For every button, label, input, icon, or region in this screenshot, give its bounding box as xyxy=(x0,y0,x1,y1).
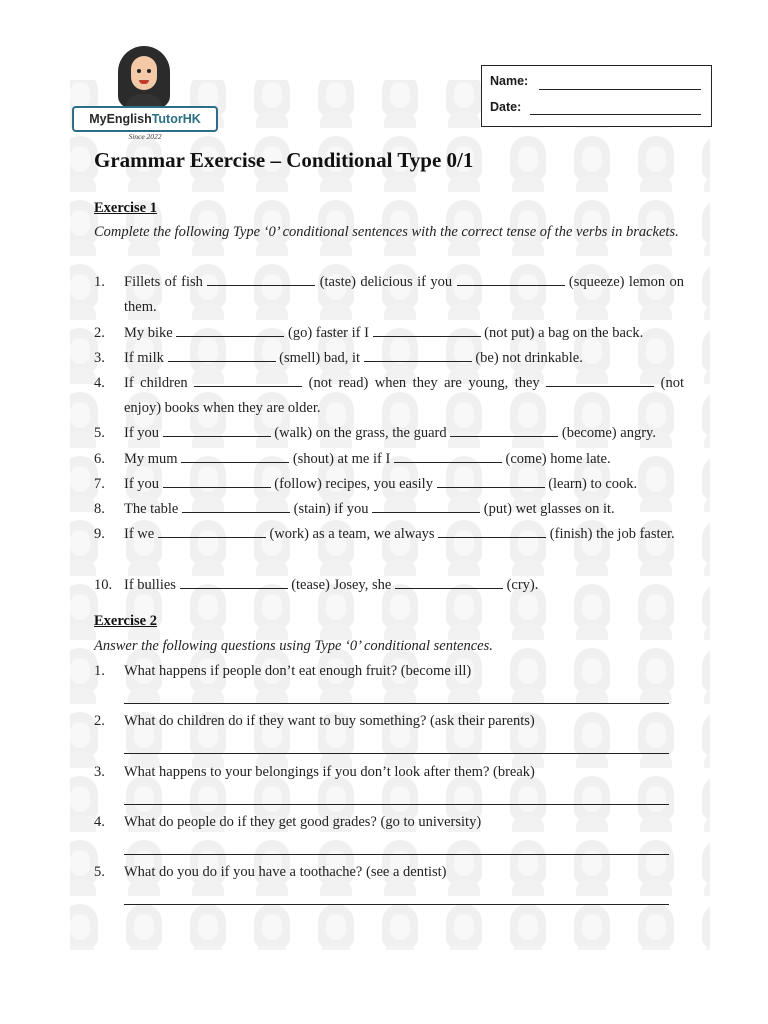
sentence-fragment: If we xyxy=(124,526,155,542)
answer-blank[interactable] xyxy=(158,525,266,538)
item-sentence xyxy=(124,321,684,346)
item-number: 3. xyxy=(94,764,105,780)
item-number: 1. xyxy=(94,663,105,679)
item-sentence xyxy=(124,447,684,472)
exercise1-item xyxy=(94,522,684,547)
sentence-fragment: (not enjoy) books when they are older. xyxy=(124,375,685,416)
exercise1-heading: Exercise 1 xyxy=(94,200,157,216)
exercise1-instruction: Complete the following Type ‘0’ conditional sentences with the correct tense of the verbs in brackets. xyxy=(94,224,679,240)
watermark-avatar-icon xyxy=(700,328,710,384)
question-text: What do children do if they want to buy something? (ask their parents) xyxy=(124,713,535,729)
watermark-avatar-icon xyxy=(700,136,710,192)
sentence-fragment: My bike xyxy=(124,325,173,341)
sentence-fragment: (shout) at me if I xyxy=(292,451,391,467)
sentence-fragment: (cry). xyxy=(506,577,539,593)
sentence-fragment: (go) faster if I xyxy=(287,325,369,341)
brand-badge xyxy=(72,106,218,132)
item-number: 7. xyxy=(94,476,105,492)
tutor-avatar-icon xyxy=(118,44,170,110)
answer-blank[interactable] xyxy=(207,273,315,286)
sentence-fragment: If bullies xyxy=(124,577,176,593)
item-sentence xyxy=(124,346,684,371)
watermark-avatar-icon xyxy=(636,904,676,950)
item-number: 8. xyxy=(94,501,105,517)
item-sentence xyxy=(124,522,684,547)
answer-blank[interactable] xyxy=(176,324,284,337)
brand-since: Since 2022 xyxy=(128,132,162,141)
brand-name-part1: MyEnglish xyxy=(89,112,152,126)
sentence-fragment: If milk xyxy=(124,350,164,366)
item-sentence xyxy=(124,371,684,421)
answer-blank[interactable] xyxy=(182,500,290,513)
watermark-avatar-icon xyxy=(316,904,356,950)
answer-blank[interactable] xyxy=(372,500,480,513)
exercise2-heading: Exercise 2 xyxy=(94,613,157,629)
watermark-avatar-icon xyxy=(700,584,710,640)
exercise1-item xyxy=(94,421,684,446)
question-text: What happens if people don’t eat enough fruit? (become ill) xyxy=(124,663,472,679)
answer-line[interactable] xyxy=(124,753,669,754)
item-number: 1. xyxy=(94,274,105,290)
answer-line[interactable] xyxy=(124,703,669,704)
item-number: 10. xyxy=(94,577,113,593)
sentence-fragment: (not put) a bag on the back. xyxy=(484,325,644,341)
item-sentence xyxy=(124,421,684,446)
answer-blank[interactable] xyxy=(163,424,271,437)
item-sentence xyxy=(124,472,684,497)
exercise2-question xyxy=(94,709,684,734)
exercise2-question xyxy=(94,810,684,835)
watermark-avatar-icon xyxy=(508,136,548,192)
exercise2-question xyxy=(94,760,684,785)
name-date-box xyxy=(481,65,712,127)
sentence-fragment: If you xyxy=(124,425,160,441)
exercise1-item xyxy=(94,321,684,346)
exercise1-item xyxy=(94,371,684,421)
exercise1-item xyxy=(94,447,684,472)
watermark-avatar-icon xyxy=(252,904,292,950)
sentence-fragment: (put) wet glasses on it. xyxy=(483,501,615,517)
item-number: 3. xyxy=(94,350,105,366)
sentence-fragment: The table xyxy=(124,501,179,517)
exercise1-item xyxy=(94,497,684,522)
sentence-fragment: (finish) the job faster. xyxy=(549,526,675,542)
watermark-avatar-icon xyxy=(380,80,420,128)
sentence-fragment: (tease) Josey, she xyxy=(291,577,392,593)
sentence-fragment: Fillets of fish xyxy=(124,274,203,290)
exercise2-question xyxy=(94,659,684,684)
sentence-fragment: (walk) on the grass, the guard xyxy=(274,425,447,441)
watermark-avatar-icon xyxy=(572,904,612,950)
answer-blank[interactable] xyxy=(364,349,472,362)
sentence-fragment: (be) not drinkable. xyxy=(475,350,583,366)
answer-line[interactable] xyxy=(124,904,669,905)
answer-blank[interactable] xyxy=(181,450,289,463)
answer-blank[interactable] xyxy=(546,374,654,387)
item-sentence xyxy=(124,497,684,522)
answer-blank[interactable] xyxy=(163,475,271,488)
answer-blank[interactable] xyxy=(438,525,546,538)
answer-line[interactable] xyxy=(124,854,669,855)
answer-blank[interactable] xyxy=(168,349,276,362)
sentence-fragment: My mum xyxy=(124,451,178,467)
watermark-avatar-icon xyxy=(444,80,484,128)
watermark-avatar-icon xyxy=(700,712,710,768)
watermark-avatar-icon xyxy=(700,200,710,256)
item-number: 6. xyxy=(94,451,105,467)
sentence-fragment: (learn) to cook. xyxy=(548,476,638,492)
watermark-avatar-icon xyxy=(700,392,710,448)
date-field[interactable] xyxy=(530,114,701,115)
answer-blank[interactable] xyxy=(457,273,565,286)
answer-line[interactable] xyxy=(124,804,669,805)
sentence-fragment: (become) angry. xyxy=(561,425,656,441)
watermark-avatar-icon xyxy=(70,904,100,950)
sentence-fragment: (taste) delicious if you xyxy=(319,274,453,290)
sentence-fragment: (squeeze) lemon on them. xyxy=(124,274,685,315)
item-number: 9. xyxy=(94,526,105,542)
item-sentence xyxy=(124,573,684,598)
answer-blank[interactable] xyxy=(394,450,502,463)
item-number: 5. xyxy=(94,864,105,880)
item-number: 4. xyxy=(94,375,105,391)
exercise1-item xyxy=(94,346,684,371)
sentence-fragment: If children xyxy=(124,375,188,391)
watermark-avatar-icon xyxy=(444,904,484,950)
exercise1-item xyxy=(94,472,684,497)
item-sentence xyxy=(124,270,684,320)
question-text: What do you do if you have a toothache? (see a dentist) xyxy=(124,864,447,880)
sentence-fragment: (follow) recipes, you easily xyxy=(274,476,433,492)
watermark-avatar-icon xyxy=(700,264,710,320)
answer-blank[interactable] xyxy=(450,424,558,437)
item-number: 2. xyxy=(94,325,105,341)
brand-name-part2: TutorHK xyxy=(151,112,201,126)
page-title: Grammar Exercise – Conditional Type 0/1 xyxy=(94,148,474,172)
watermark-avatar-icon xyxy=(508,904,548,950)
exercise1-item xyxy=(94,270,684,320)
watermark-avatar-icon xyxy=(636,136,676,192)
watermark-avatar-icon xyxy=(700,904,710,950)
sentence-fragment: (come) home late. xyxy=(505,451,611,467)
watermark-avatar-icon xyxy=(380,904,420,950)
watermark-avatar-icon xyxy=(572,136,612,192)
watermark-avatar-icon xyxy=(124,904,164,950)
watermark-avatar-icon xyxy=(316,80,356,128)
watermark-avatar-icon xyxy=(700,648,710,704)
watermark-avatar-icon xyxy=(700,776,710,832)
exercise2-question xyxy=(94,860,684,885)
name-label: Name: xyxy=(490,74,529,88)
exercise2-instruction: Answer the following questions using Type ‘0’ conditional sentences. xyxy=(94,638,493,654)
item-number: 4. xyxy=(94,814,105,830)
watermark-avatar-icon xyxy=(700,840,710,896)
sentence-fragment: (smell) bad, it xyxy=(279,350,361,366)
sentence-fragment: (stain) if you xyxy=(293,501,369,517)
item-number: 5. xyxy=(94,425,105,441)
answer-blank[interactable] xyxy=(194,374,302,387)
sentence-fragment: (work) as a team, we always xyxy=(269,526,435,542)
answer-blank[interactable] xyxy=(373,324,481,337)
watermark-avatar-icon xyxy=(252,80,292,128)
answer-blank[interactable] xyxy=(437,475,545,488)
exercise1-item xyxy=(94,573,684,598)
answer-blank[interactable] xyxy=(395,576,503,589)
question-text: What do people do if they get good grades? (go to university) xyxy=(124,814,482,830)
answer-blank[interactable] xyxy=(180,576,288,589)
question-text: What happens to your belongings if you don’t look after them? (break) xyxy=(124,764,535,780)
item-number: 2. xyxy=(94,713,105,729)
sentence-fragment: (not read) when they are young, they xyxy=(308,375,540,391)
watermark-avatar-icon xyxy=(700,456,710,512)
sentence-fragment: If you xyxy=(124,476,160,492)
name-field[interactable] xyxy=(539,89,701,90)
date-label: Date: xyxy=(490,100,522,114)
watermark-avatar-icon xyxy=(700,520,710,576)
logo xyxy=(72,44,218,144)
watermark-avatar-icon xyxy=(188,904,228,950)
